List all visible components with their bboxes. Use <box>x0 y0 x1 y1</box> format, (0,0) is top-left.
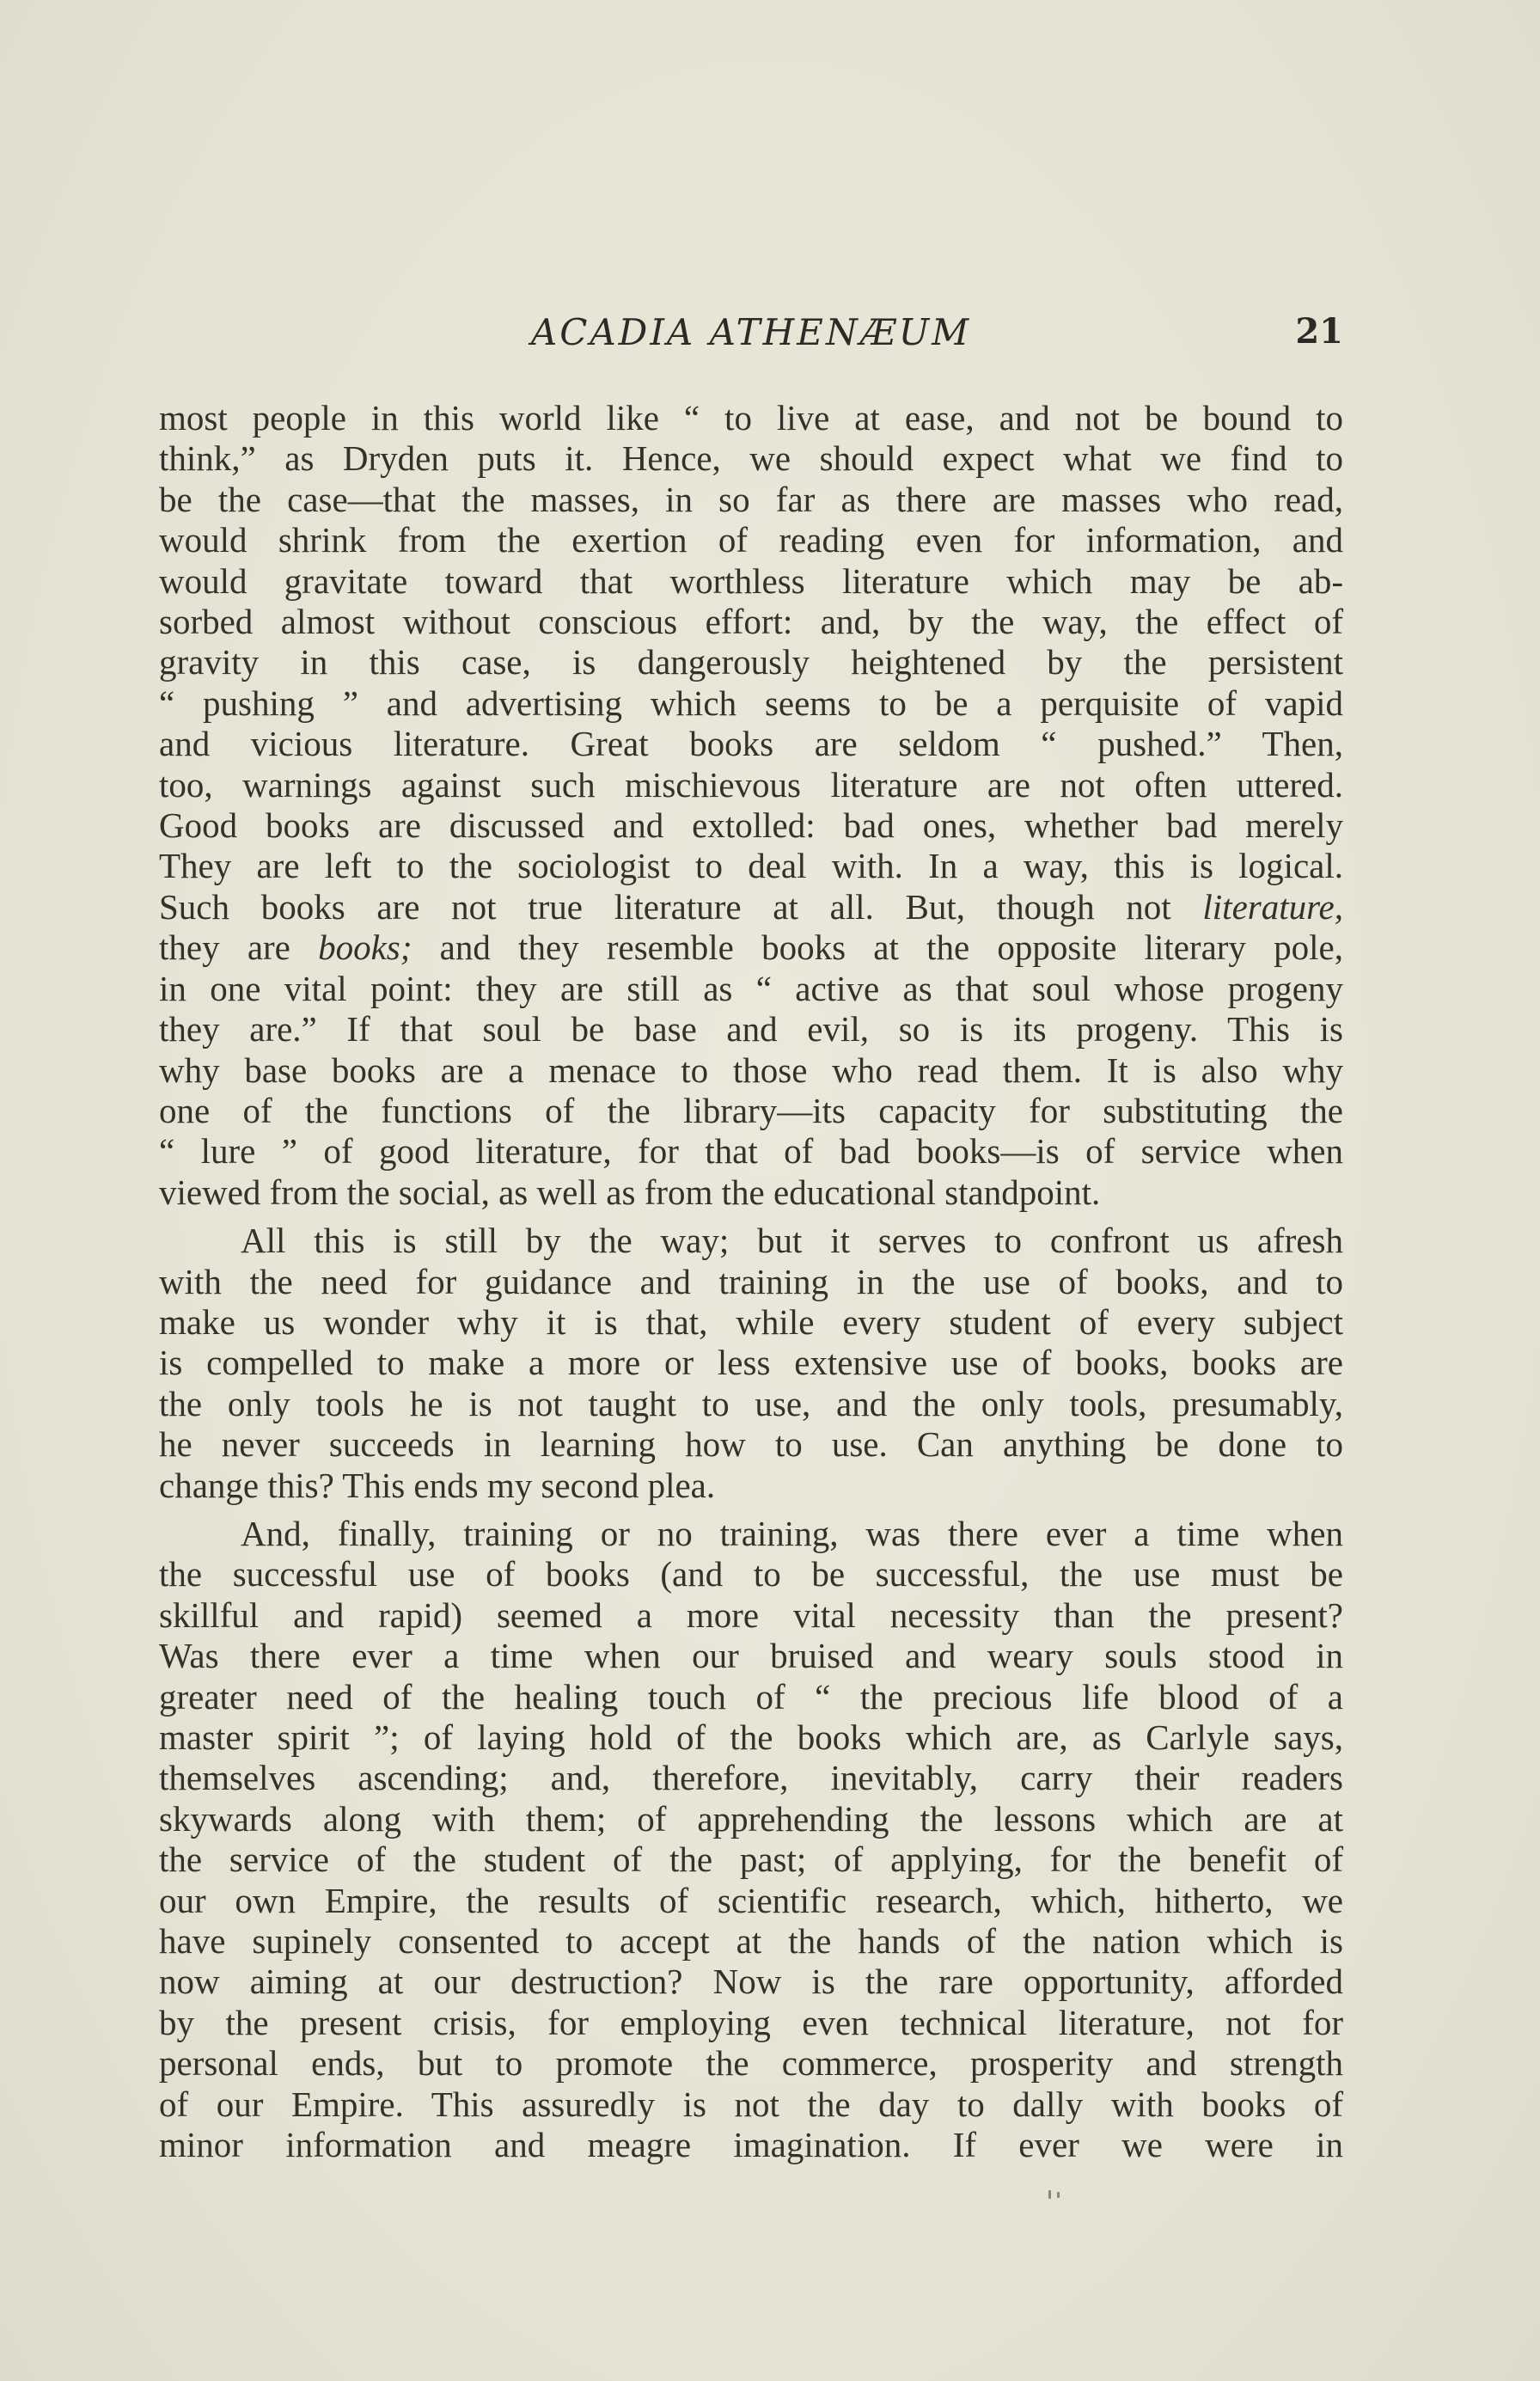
italic-word: literature, <box>1202 886 1343 927</box>
text-line: personal ends, but to promote the commerce, prosperity and strength <box>159 2043 1343 2084</box>
text-line: minor information and meagre imagination. If ever we were in <box>159 2125 1343 2165</box>
text-line: most people in this world like “ to live at ease, and not be bound to <box>159 398 1343 438</box>
text-line: the service of the student of the past; of applying, for the benefit of <box>159 1839 1343 1880</box>
text-line: too, warnings against such mischievous literature are not often uttered. <box>159 764 1343 805</box>
text-line: of our Empire. This assuredly is not the day to dally with books of <box>159 2084 1343 2124</box>
text-line: in one vital point: they are still as “ active as that soul whose progeny <box>159 968 1343 1008</box>
text-line: have supinely consented to accept at the hands of the nation which is <box>159 1921 1343 1962</box>
paper-speck <box>1057 2192 1060 2198</box>
text-line: would shrink from the exertion of reading even for information, and <box>159 520 1343 560</box>
text-line-mixed <box>159 887 1343 927</box>
text-line: with the need for guidance and training in the use of books, and to <box>159 1261 1343 1301</box>
text-segment: they are <box>159 927 319 968</box>
text-line: make us wonder why it is that, while every student of every subject <box>159 1301 1343 1342</box>
page-header <box>159 311 1343 363</box>
text-line: themselves ascending; and, therefore, inevitably, carry their readers <box>159 1758 1343 1798</box>
text-line: think,” as Dryden puts it. Hence, we should expect what we find to <box>159 438 1343 479</box>
text-line: master spirit ”; of laying hold of the books which are, as Carlyle says, <box>159 1717 1343 1757</box>
text-line: why base books are a menace to those who read them. It is also why <box>159 1050 1343 1090</box>
text-line: viewed from the social, as well as from the educational standpoint. <box>159 1172 1101 1212</box>
text-line: gravity in this case, is dangerously heightened by the persistent <box>159 642 1343 682</box>
text-line: skillful and rapid) seemed a more vital necessity than the present? <box>159 1594 1343 1635</box>
text-line: he never succeeds in learning how to use. Can anything be done to <box>159 1424 1343 1465</box>
text-line: our own Empire, the results of scientific research, which, hitherto, we <box>159 1880 1343 1920</box>
text-line: and vicious literature. Great books are seldom “ pushed.” Then, <box>159 724 1343 764</box>
text-line: And, finally, training or no training, was there ever a time when <box>241 1513 1343 1553</box>
italic-word: books; <box>318 927 412 968</box>
text-line: “ lure ” of good literature, for that of bad books—is of service when <box>159 1131 1343 1172</box>
text-segment: and they resemble books at the opposite literary pole, <box>412 927 1343 968</box>
text-line: sorbed almost without conscious effort: and, by the way, the effect of <box>159 602 1343 642</box>
text-line: one of the functions of the library—its capacity for substituting the <box>159 1090 1343 1130</box>
text-line: They are left to the sociologist to deal with. In a way, this is logical. <box>159 846 1343 886</box>
text-line: would gravitate toward that worthless literature which may be ab- <box>159 560 1343 601</box>
text-line-mixed <box>159 927 1343 968</box>
page-number: 21 <box>1295 311 1343 352</box>
text-line: they are.” If that soul be base and evil, so is its progeny. This is <box>159 1009 1343 1050</box>
text-line: skywards along with them; of apprehending the lessons which are at <box>159 1798 1343 1839</box>
body-text <box>159 398 1343 2165</box>
paper-speck <box>1048 2190 1051 2199</box>
paragraph-3 <box>159 1514 1343 2166</box>
text-line: the successful use of books (and to be successful, the use must be <box>159 1554 1343 1594</box>
text-line: “ pushing ” and advertising which seems to be a perquisite of vapid <box>159 682 1343 723</box>
text-line: change this? This ends my second plea. <box>159 1465 716 1505</box>
text-line: by the present crisis, for employing even technical literature, not for <box>159 2002 1343 2042</box>
text-line: now aiming at our destruction? Now is the rare opportunity, afforded <box>159 1962 1343 2002</box>
text-line: the only tools he is not taught to use, and the only tools, presumably, <box>159 1383 1343 1423</box>
text-line: Good books are discussed and extolled: bad ones, whether bad merely <box>159 805 1343 846</box>
text-line: greater need of the healing touch of “ the precious life blood of a <box>159 1676 1343 1717</box>
text-segment: Such books are not true literature at all. But, though not <box>159 886 1203 927</box>
paragraph-1 <box>159 398 1343 1213</box>
text-line: All this is still by the way; but it serves to confront us afresh <box>241 1221 1343 1261</box>
running-title: ACADIA ATHENÆUM <box>530 311 972 353</box>
paragraph-2 <box>159 1221 1343 1506</box>
text-line: Was there ever a time when our bruised and weary souls stood in <box>159 1636 1343 1676</box>
text-line: is compelled to make a more or less extensive use of books, books are <box>159 1343 1343 1383</box>
text-line: be the case—that the masses, in so far as there are masses who read, <box>159 479 1343 519</box>
